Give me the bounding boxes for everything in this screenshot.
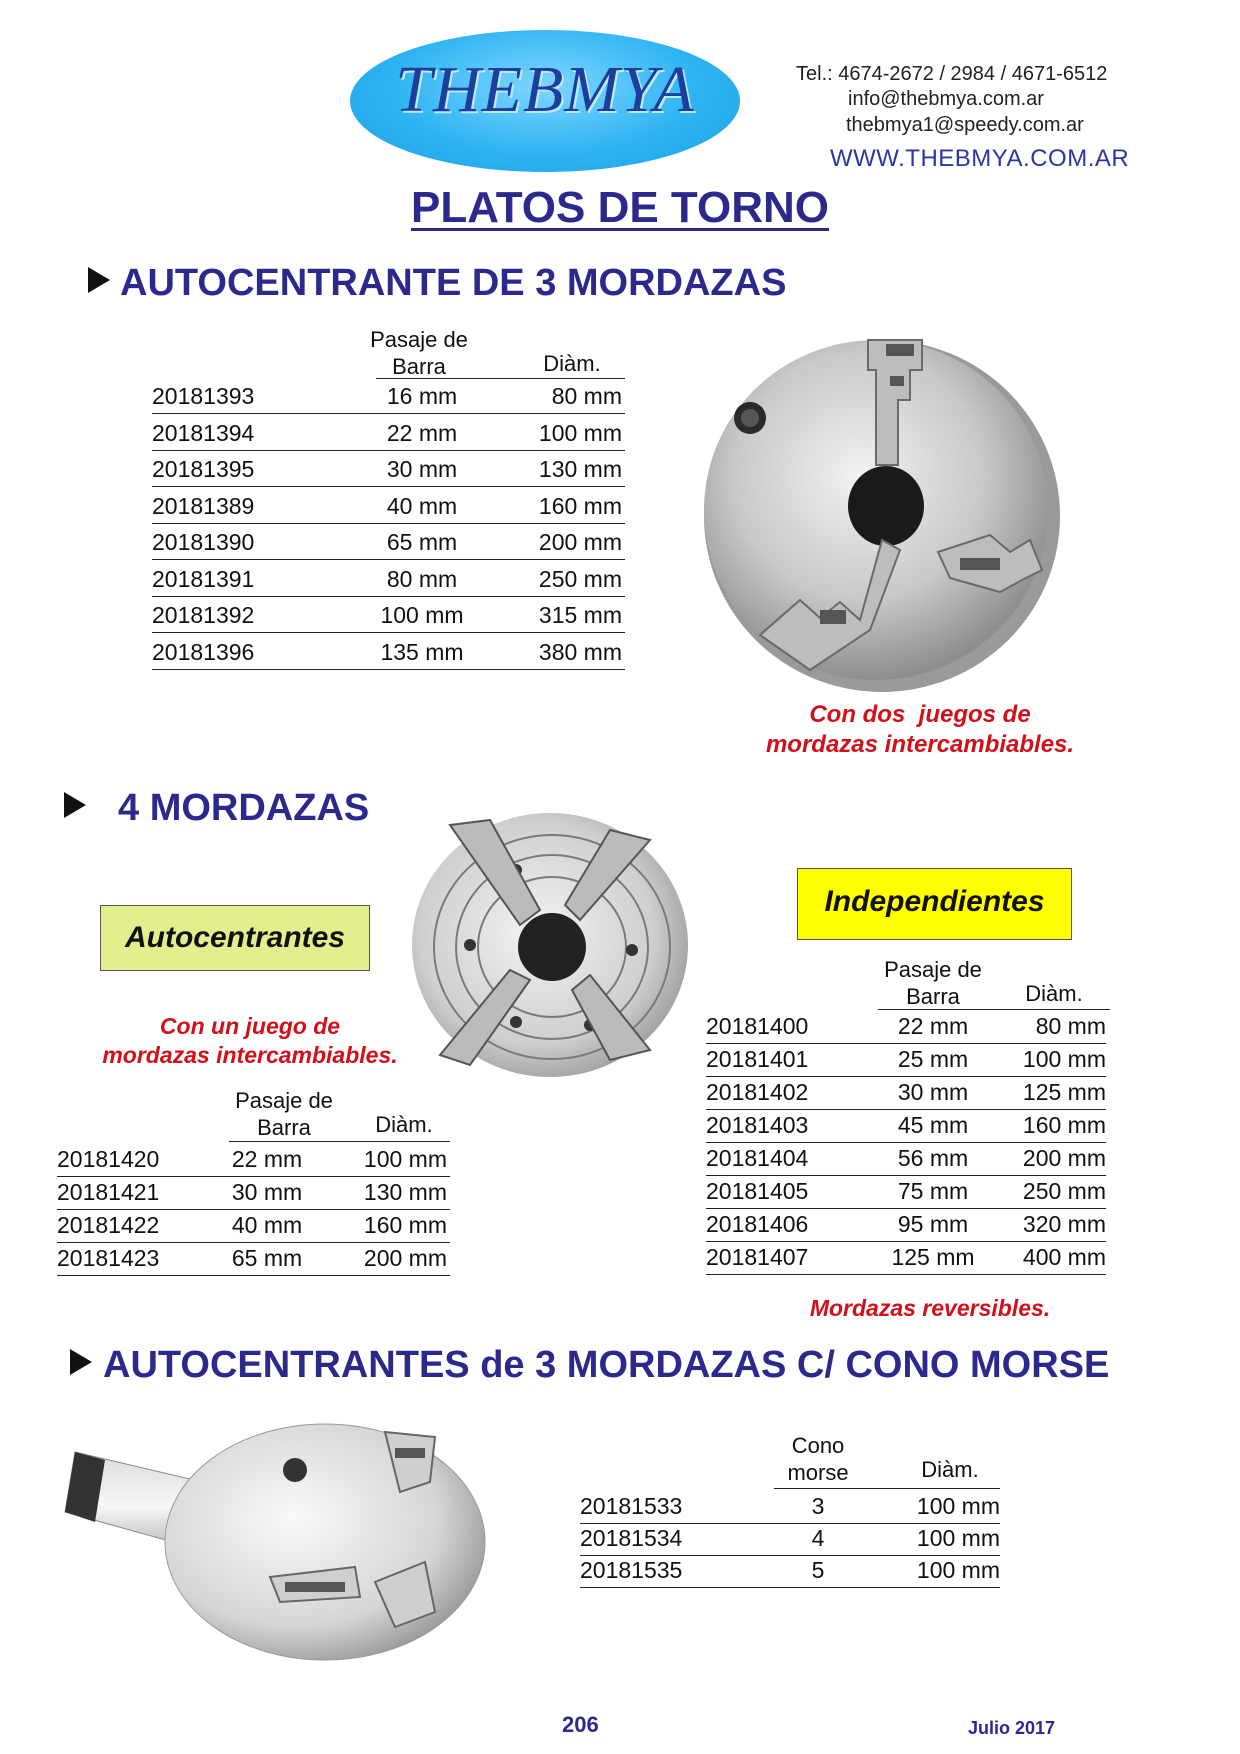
header-diam: Diàm. bbox=[543, 351, 601, 376]
table-row bbox=[57, 1142, 450, 1177]
cell-diam: 200 mm bbox=[1022, 1145, 1106, 1171]
cell-pasaje: 56 mm bbox=[897, 1145, 969, 1171]
cell-pasaje: 25 mm bbox=[897, 1046, 969, 1072]
header-diam: Diàm. bbox=[375, 1112, 433, 1137]
table-cono-morse bbox=[580, 1432, 1000, 1602]
cell-code: 20181404 bbox=[706, 1145, 809, 1171]
table-row bbox=[706, 1009, 1106, 1044]
cell-cono: 5 bbox=[811, 1557, 825, 1583]
bullet-arrow-icon bbox=[88, 267, 110, 293]
chuck-4-jaw-image bbox=[410, 810, 690, 1080]
table-row bbox=[152, 379, 625, 414]
table-row bbox=[706, 1141, 1106, 1176]
table-row bbox=[580, 1521, 1000, 1556]
cell-pasaje: 75 mm bbox=[897, 1178, 969, 1204]
cell-code: 20181533 bbox=[580, 1493, 683, 1519]
header-pasaje: Pasaje de Barra bbox=[884, 957, 982, 1009]
contact-phone: Tel.: 4674-2672 / 2984 / 4671-6512 bbox=[796, 63, 1108, 85]
table-4-mordazas-independientes bbox=[706, 956, 1106, 1276]
table-row bbox=[706, 1207, 1106, 1242]
page-title: PLATOS DE TORNO bbox=[410, 183, 830, 232]
chuck-3-jaw-image bbox=[700, 330, 1070, 700]
website-link[interactable]: WWW.THEBMYA.COM.AR bbox=[830, 145, 1130, 172]
table-row bbox=[152, 416, 625, 451]
cell-code: 20181393 bbox=[152, 383, 255, 409]
cell-code: 20181535 bbox=[580, 1557, 683, 1583]
cell-pasaje: 22 mm bbox=[386, 419, 458, 446]
bullet-arrow-icon bbox=[70, 1349, 92, 1375]
table-3-mordazas bbox=[152, 326, 625, 676]
cell-code: 20181405 bbox=[706, 1178, 809, 1204]
cell-code: 20181390 bbox=[152, 529, 255, 555]
section-title-4-mordazas: 4 MORDAZAS bbox=[118, 787, 370, 829]
table-row bbox=[706, 1240, 1106, 1275]
bullet-arrow-icon bbox=[64, 792, 86, 818]
table-row bbox=[152, 635, 625, 670]
table-row bbox=[580, 1489, 1000, 1524]
cell-code: 20181421 bbox=[57, 1179, 160, 1205]
note-mordazas-reversibles: Mordazas reversibles. bbox=[809, 1295, 1051, 1321]
table-row bbox=[152, 598, 625, 633]
cell-pasaje: 65 mm bbox=[386, 529, 458, 555]
cell-pasaje: 80 mm bbox=[386, 565, 458, 592]
header-diam: Diàm. bbox=[921, 1457, 979, 1482]
header-cono: Cono morse bbox=[787, 1433, 849, 1485]
cell-code: 20181392 bbox=[152, 602, 255, 628]
table-4-mordazas-autocentrantes bbox=[57, 1087, 450, 1287]
contact-email-1[interactable]: info@thebmya.com.ar bbox=[848, 88, 1044, 110]
note-3-mordazas: Con dos juegos de mordazas intercambiables. bbox=[765, 701, 1075, 758]
section-title-cono-morse: AUTOCENTRANTES de 3 MORDAZAS C/ CONO MORSE bbox=[103, 1344, 1110, 1386]
note-autocentrantes: Con un juego de mordazas intercambiables. bbox=[102, 1013, 398, 1068]
cell-diam: 200 mm bbox=[363, 1245, 447, 1271]
cell-pasaje: 22 mm bbox=[897, 1013, 969, 1039]
table-row bbox=[152, 489, 625, 524]
cell-diam: 320 mm bbox=[1022, 1211, 1106, 1237]
cell-diam: 200 mm bbox=[538, 529, 622, 555]
header-diam: Diàm. bbox=[1025, 981, 1083, 1006]
header-pasaje: Pasaje de Barra bbox=[235, 1088, 333, 1140]
cell-code: 20181389 bbox=[152, 492, 255, 519]
section-title-3-mordazas: AUTOCENTRANTE DE 3 MORDAZAS bbox=[120, 262, 787, 304]
table-row bbox=[152, 452, 625, 487]
cell-code: 20181423 bbox=[57, 1245, 160, 1271]
table-row bbox=[580, 1553, 1000, 1588]
table-row bbox=[152, 525, 625, 560]
label-independientes: Independientes bbox=[797, 868, 1072, 940]
cell-diam: 250 mm bbox=[538, 565, 622, 592]
cell-code: 20181420 bbox=[57, 1146, 160, 1172]
cell-diam: 100 mm bbox=[916, 1493, 1000, 1519]
cell-diam: 80 mm bbox=[1035, 1013, 1106, 1039]
cell-pasaje: 45 mm bbox=[897, 1112, 969, 1138]
cell-code: 20181407 bbox=[706, 1244, 809, 1270]
cell-diam: 100 mm bbox=[916, 1525, 1000, 1551]
cell-diam: 130 mm bbox=[363, 1179, 447, 1205]
cell-diam: 100 mm bbox=[916, 1557, 1000, 1583]
cell-cono: 4 bbox=[811, 1525, 825, 1551]
cell-diam: 100 mm bbox=[538, 419, 622, 446]
cell-diam: 160 mm bbox=[363, 1212, 447, 1238]
cell-code: 20181534 bbox=[580, 1525, 683, 1551]
table-row bbox=[706, 1075, 1106, 1110]
cell-code: 20181402 bbox=[706, 1079, 809, 1105]
cell-diam: 380 mm bbox=[538, 638, 622, 665]
cell-diam: 100 mm bbox=[363, 1146, 447, 1172]
cell-pasaje: 95 mm bbox=[897, 1211, 969, 1237]
cell-diam: 250 mm bbox=[1022, 1178, 1106, 1204]
cell-pasaje: 125 mm bbox=[891, 1244, 975, 1270]
cell-pasaje: 40 mm bbox=[231, 1212, 303, 1238]
cell-pasaje: 40 mm bbox=[386, 492, 458, 519]
table-row bbox=[706, 1108, 1106, 1143]
cell-code: 20181403 bbox=[706, 1112, 809, 1138]
cell-diam: 315 mm bbox=[538, 602, 622, 628]
cell-code: 20181400 bbox=[706, 1013, 809, 1039]
cell-pasaje: 100 mm bbox=[380, 602, 464, 628]
cell-code: 20181395 bbox=[152, 456, 255, 482]
cell-code: 20181406 bbox=[706, 1211, 809, 1237]
cell-code: 20181394 bbox=[152, 419, 255, 446]
cell-code: 20181391 bbox=[152, 565, 255, 592]
cell-pasaje: 30 mm bbox=[231, 1179, 303, 1205]
cell-diam: 400 mm bbox=[1022, 1244, 1106, 1270]
table-row bbox=[57, 1208, 450, 1243]
cell-diam: 160 mm bbox=[538, 492, 622, 519]
cell-code: 20181401 bbox=[706, 1046, 809, 1072]
cell-pasaje: 30 mm bbox=[386, 456, 458, 482]
table-row bbox=[706, 1174, 1106, 1209]
table-row bbox=[152, 562, 625, 597]
footer-date: Julio 2017 bbox=[968, 1718, 1056, 1738]
logo-text: THEBMYA bbox=[395, 53, 695, 126]
cell-code: 20181422 bbox=[57, 1212, 160, 1238]
cell-pasaje: 65 mm bbox=[231, 1245, 303, 1271]
cell-cono: 3 bbox=[811, 1493, 825, 1519]
cell-code: 20181396 bbox=[152, 638, 255, 665]
table-row bbox=[706, 1042, 1106, 1077]
cell-diam: 100 mm bbox=[1022, 1046, 1106, 1072]
page-number: 206 bbox=[562, 1712, 599, 1737]
chuck-morse-taper-image bbox=[55, 1412, 495, 1662]
table-row bbox=[57, 1241, 450, 1276]
cell-pasaje: 16 mm bbox=[386, 383, 458, 409]
cell-pasaje: 135 mm bbox=[380, 638, 464, 665]
cell-pasaje: 22 mm bbox=[231, 1146, 303, 1172]
cell-pasaje: 30 mm bbox=[897, 1079, 969, 1105]
table-row bbox=[57, 1175, 450, 1210]
label-autocentrantes: Autocentrantes bbox=[100, 905, 370, 971]
cell-diam: 130 mm bbox=[538, 456, 622, 482]
cell-diam: 125 mm bbox=[1022, 1079, 1106, 1105]
cell-diam: 160 mm bbox=[1022, 1112, 1106, 1138]
header-pasaje: Pasaje de Barra bbox=[370, 327, 468, 379]
cell-diam: 80 mm bbox=[551, 383, 622, 409]
contact-email-2[interactable]: thebmya1@speedy.com.ar bbox=[846, 114, 1084, 136]
